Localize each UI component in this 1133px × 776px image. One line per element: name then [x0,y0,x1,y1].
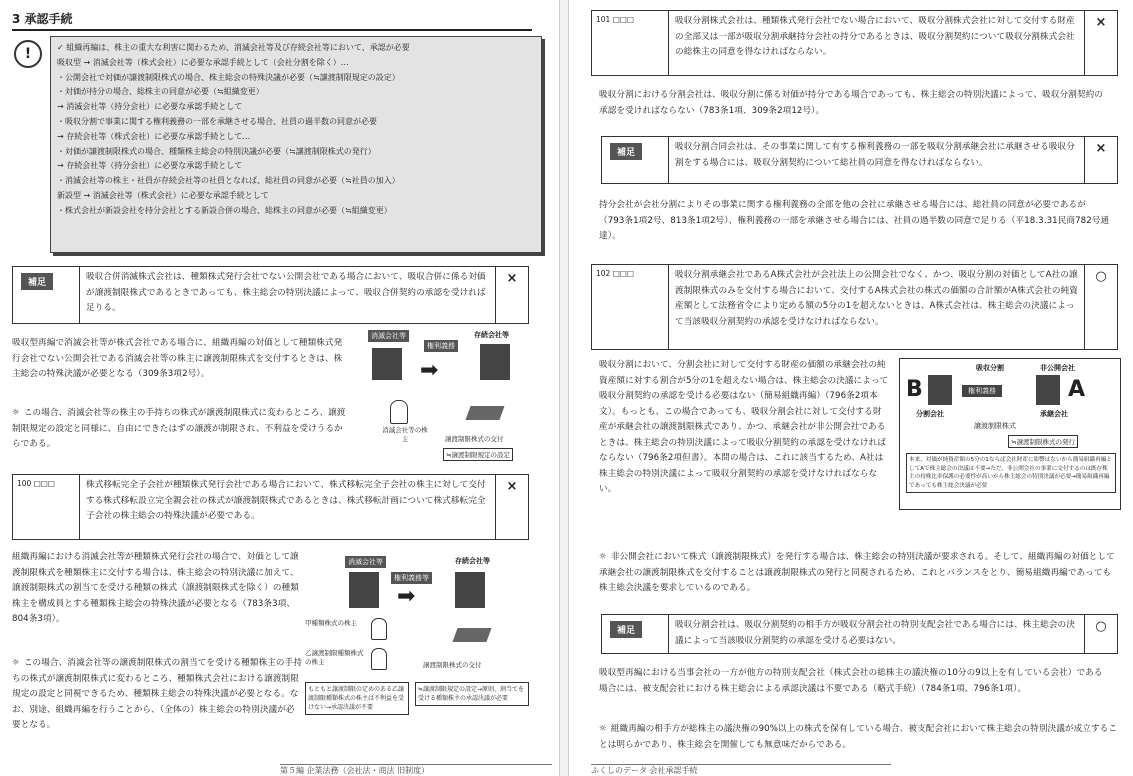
question-text: 吸収分割株式会社は、種類株式発行会社でない場合において、吸収分割株式会社に対して交付する財産の全部又は一部が吸収分割承継持分会社の持分であるときは、吸収分割契約について吸収分割株式会社の総株主の同意を得なければならない。 [668,11,1085,75]
hosoku-box [601,614,1118,654]
shareholder-label: 消滅会社等の株主 [382,426,428,443]
building-icon [928,375,952,405]
company-a: A [1068,377,1086,402]
hosoku-label: 補足 [610,621,642,638]
summary-line: ・消滅会社等の株主・社員が存続会社等の社員となれば、総社員の同意が必要（≒社員の加入） [57,176,400,186]
left-page [0,0,552,776]
arrow-label: 権利義務 [424,340,458,352]
note: ☼ 非公開会社において株式（譲渡制限株式）を発行する場合は、株主総会の特別決議が要求される。そして、組織再編の対価として承継会社の譲渡制限株式を交付することは譲渡制限株式の発行と同視されるため、これとバランスをとり、簡易組織再編であっても株主総会決議を要求しているのである。 [599,552,1115,593]
fig-note: ≒譲渡制限規定の設定 [443,448,513,461]
lightbulb-icon: ☼ [12,408,20,418]
summary-line: ・対価が譲渡制限株式の場合、種類株主総会の特別決議が必要（≒譲渡制限株式の発行） [57,146,376,156]
question-box-100 [12,474,529,540]
paragraph: 吸収型再編で消滅会社等が株式会社である場合に、組織再編の対価として種類株式発行会社でない公開会社である消滅会社等の株主に譲渡制限株式を交付するときは、株主総会の特殊決議が必要となる（309条3項2号）。 [12,338,343,379]
exclamation-icon: ! [14,40,42,68]
holder-a: 甲種類株式の株主 [305,619,357,627]
building-icon [480,344,510,380]
building-icon [349,572,379,608]
hosoku-label: 補足 [21,273,53,290]
paragraph: 吸収型再編における当事会社の一方が他方の特別支配会社（株式会社の総株主の議決権の10分の9以上を有している会社）である場合には、被支配会社における株主総会による承認決議は不要である（略式手続）（784条1項、796条1項）。 [599,668,1103,694]
fig-box-right: ≒譲渡制限規定の設定→原則、割当てを受ける種類株主の承認決議が必要 [415,682,529,706]
fig-issue: ≒譲渡制限株式の発行 [1008,435,1078,448]
person-icon [390,400,408,424]
label-split: 分割会社 [916,410,944,418]
arrow-label: 権利義務 [962,385,1002,397]
hosoku-box [12,266,529,324]
shares-icon [452,628,491,642]
shares-icon [465,406,504,420]
label-succ: 承継会社 [1040,410,1068,418]
question-box-101 [591,10,1118,76]
paragraph: 持分会社が会社分割によりその事業に関する権利義務の全部を他の会社に承継させる場合には、総社員の同意が必要であるが（793条1項2号、813条1項2号）、権利義務の一部を承継させる場合には、社員の過半数の同意で足りる（平18.3.31民商782号通達）。 [599,200,1110,241]
deliver-label: 譲渡制限株式の交付 [423,661,482,669]
building-icon [455,572,485,608]
fig-box-left: もともと譲渡制限の定めのある乙譲渡制限種類株式の株主は不利益を受けない→承認決議が不要 [305,682,409,715]
note: ☼ この場合、消滅会社等の譲渡制限株式の割当てを受ける種類株主の手持ちの株式が譲渡制限株式に変わるところ、種類株式会社における譲渡制限規定の設定と同視できるため、種類株主総会の特殊決議が必要となる。なお、別途、組織再編を行うことから、（全体の）株主総会の特別決議が必要となる。 [12,658,303,730]
lightbulb-icon: ☼ [599,724,607,734]
hosoku-text: 吸収分割会社は、吸収分割契約の相手方が吸収分割会社の特別支配会社である場合には、株主総会の決議によって当該吸収分割契約の承認を受ける必要はない。 [668,615,1085,653]
question-text: 吸収分割承継会社であるA株式会社が会社法上の公開会社でなく、かつ、吸収分割の対価としてA社の譲渡制限株式のみを交付する場合において、交付するA株式会社の株式の価額の合計額がA株式会社の純資産額として法務省令により定める額の5分の1を超えないときは、A株式会社は、株主総会の決議によって当該吸収分割契約の承認を受けなければならない。 [668,265,1085,349]
summary-line: ・株式会社が新設会社を持分会社とする新設合併の場合、総株主の同意が必要（≒組織変更） [57,205,392,215]
paragraph: 吸収分割において、分割会社に対して交付する財産の価額の承継会社の純資産額に対する割合が5分の1を超えない場合は、株主総会の決議によって吸収分割契約の承認を受ける必要はない（簡易組織再編）（796条2項本文）。もっとも、この場合であっても、吸収分割会社に対して交付する財産が承継会社の譲渡制限株式であり、かつ、承継会社が非公開会社であるときは、株主総会の特別決議によって吸収分割契約の承認を受けなければならない（796条2項但書）。本問の場合は、これに該当するため、A社は株主総会の特別決議によって吸収分割契約の承認を受けなければならない。 [599,360,889,494]
lightbulb-icon: ☼ [12,658,20,668]
summary-line: 新設型 → 消滅会社等（株式会社）に必要な承認手続として [57,190,269,200]
summary-line: ✓ 組織再編は、株主の重大な利害に関わるため、消滅会社等及び存続会社等において、承認が必要 [57,43,410,52]
label-right: 存続会社等 [474,331,509,339]
question-number: 102 □□□ [596,269,634,278]
fig-top-left: 吸収分割 [976,364,1004,372]
summary-line: → 消滅会社等（持分会社）に必要な承認手続として [57,102,243,112]
paragraph: 組織再編における消滅会社等が種類株式発行会社の場合で、対価として譲渡制限株式を種類株主に交付する場合は、株主総会の特別決議に加えて、譲渡制限株式の割当てを受ける種類の株式（譲渡制限株式を除く）の種類株主を構成員とする種類株主総会の特殊決議が必要となる（783条3項、804条3項）。 [12,552,299,624]
summary-box [50,36,542,253]
question-box-102 [591,264,1118,350]
section-title: 3 承認手続 [12,10,532,31]
label-right: 存続会社等 [455,557,490,565]
person-icon [371,618,387,640]
building-icon [372,348,402,380]
fig-note: 本来、対価が純資産額の5分の1ならば会社財産に影響はないから簡易組織再編としてAで株主総会の決議は不要→ただ、非公開会社の事業に交付するのは既存株主の持株比率保護の必要性が高いから株主総会の特別決議が必要→簡易組織再編であっても株主総会決議が必要 [906,453,1116,493]
building-icon [1036,375,1060,405]
page-footer: 第５編 企業法務（会社法・商法 旧制度） [280,764,552,776]
hosoku-box [601,136,1118,184]
answer-mark: × [1095,141,1107,156]
figure-merger [350,330,535,465]
hosoku-text: 吸収合併消滅株式会社は、種類株式発行会社でない公開会社である場合において、吸収合併に係る対価が譲渡制限株式であるときであっても、株主総会の特別決議によって、吸収合併契約の承認を受ければ足りる。 [79,267,496,323]
answer-mark: × [1095,15,1107,30]
arrow-label: 権利義務等 [391,572,432,584]
paragraph: 吸収分割における分割会社は、吸収分割に係る対価が持分である場合であっても、株主総会の特別決議によって、吸収分割契約の承認を受ければならない（783条1項、309条2項12号）。 [599,90,1103,116]
summary-line: ・吸収分割で事業に関する権利義務の一部を承継させる場合、社員の過半数の同意が必要 [57,116,377,126]
answer-mark: × [506,271,518,286]
person-icon [371,648,387,670]
question-text: 株式移転完全子会社が種類株式発行会社である場合において、株式移転完全子会社の株主に対して交付する株式移転設立完全親会社の株式が譲渡制限株式であるときは、株式移転計画について株式移転完全子会社の株主総会の特殊決議が必要である。 [79,475,496,539]
summary-line: ・公開会社で対価が譲渡制限株式の場合、株主総会の特殊決議が必要（≒譲渡制限規定の設定） [57,72,400,82]
arrow-right-icon: ➡ [397,584,416,609]
page-footer: ふくしのデータ 会社承認手続 [591,764,891,776]
holder-b: 乙譲渡制限種類株式の株主 [305,649,364,666]
label-left: 消滅会社等 [345,556,386,568]
answer-mark: × [506,479,518,494]
figure-absorption-split [899,358,1121,510]
answer-mark: ○ [1095,269,1107,284]
note: ☼ 組織再編の相手方が総株主の議決権の90%以上の株式を保有している場合、被支配会社において株主総会の特別決議が成立することは明らかであり、株主総会を開催しても無意味だからである。 [599,724,1118,750]
deliver-label: 譲渡制限株式の交付 [445,435,504,443]
summary-line: → 存続会社等（持分会社）に必要な承認手続として [57,161,243,171]
summary-line: → 存続会社等（株式会社）に必要な承認手続として… [57,131,251,141]
page-spine [559,0,569,776]
hosoku-text: 吸収分割合同会社は、その事業に関して有する権利義務の一部を吸収分割承継会社に承継させる吸収分割をする場合には、吸収分割契約について総社員の同意を得なければならない。 [668,137,1085,183]
question-number: 100 □□□ [17,479,55,488]
figure-class-shares [305,556,530,726]
note: ☼ この場合、消滅会社等の株主の手持ちの株式が譲渡制限株式に変わるところ、譲渡制限規定の設定と同様に、自由にできたはずの譲渡が制限され、不利益を受けうるからである。 [12,408,346,449]
company-b: B [906,377,923,402]
summary-line: 吸収型 → 消滅会社等（株式会社）に必要な承認手続として（会社分割を除く）… [57,57,349,67]
fig-top-right: 非公開会社 [1040,364,1075,372]
question-number: 101 □□□ [596,15,634,24]
summary-line: ・対価が持分の場合、総株主の同意が必要（≒組織変更） [57,87,264,97]
answer-mark: ○ [1095,619,1107,634]
deliver-label: 譲渡制限株式 [974,422,1016,430]
summary-lines [57,41,410,219]
hosoku-label: 補足 [610,143,642,160]
label-left: 消滅会社等 [368,330,409,342]
arrow-right-icon: ➡ [420,358,439,383]
lightbulb-icon: ☼ [599,552,607,562]
right-page [581,0,1133,776]
